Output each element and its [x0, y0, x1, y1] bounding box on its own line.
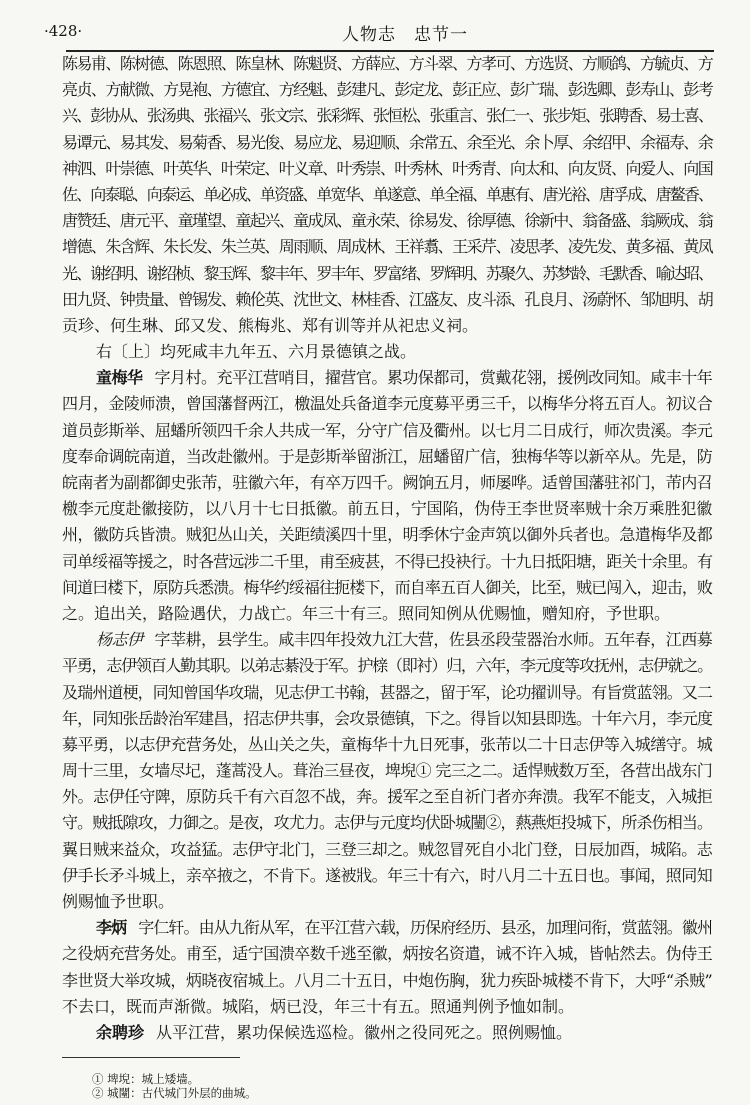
text-line [62, 182, 712, 208]
text-line [62, 234, 712, 260]
text-line [62, 575, 712, 601]
paragraph [62, 627, 712, 915]
text-line [62, 130, 712, 156]
text-line [62, 261, 712, 287]
person-name: 余聘珍 [96, 1022, 145, 1042]
line-text: 易谭元、易其发、易菊香、易光俊、易应龙、易迎顺、余常五、余至光、余卜厚、余绍甲、余福寿、余 [62, 132, 712, 152]
page-number: ·428· [44, 22, 83, 40]
line-text: 增德、朱含辉、朱长发、朱兰英、周雨顺、周成林、王祥翥、王采芹、凌思孝、凌先发、黄多福、黄凤 [62, 237, 712, 257]
text-line [62, 941, 712, 967]
text-line [62, 470, 712, 496]
line-text: 字仁轩。由从九衔从军，在平江营六载，历保府经历、县丞，加理问衔，赏蓝翎。徽州 [138, 918, 712, 938]
text-line [62, 51, 712, 77]
text-line [62, 522, 712, 548]
line-text: 及瑞州道梗，同知曾国华攻瑞，见志伊工书翰，甚器之，留于军，论功擢训导。有旨赏蓝翎。又二 [62, 682, 712, 702]
line-text: 不去口，既而声渐微。城陷，炳已没，年三十有五。照通判例予恤如制。 [62, 996, 575, 1016]
text-line [62, 156, 712, 182]
text-line [62, 758, 712, 784]
line-text: 神泗、叶崇德、叶英华、叶荣定、叶义章、叶秀崇、叶秀林、叶秀青、向太和、向友贤、向爱人、向国 [62, 158, 712, 178]
text-line [62, 653, 712, 679]
line-text: 募平勇，以志伊充营务处，丛山关之失，童梅华十九日死事，张芾以二十日志伊等入城缮守。城 [62, 734, 712, 754]
text-line [62, 1020, 712, 1046]
text-line [62, 77, 712, 103]
line-text: 间道曰楼下，原防兵悉溃。梅华约绥福往扼楼下，而自率五百人御关，比至，贼已闯入，迎击，败 [62, 577, 712, 597]
text-line [62, 339, 712, 365]
line-text: 唐赞廷、唐元平、童瑾望、童起兴、童成凤、童永荣、徐易发、徐厚德、徐新中、翁备盛、翁厥成、翁 [62, 211, 712, 231]
text-line [62, 103, 712, 129]
line-text: 之。追出关，路险遇伏，力战亡。年三十有三。照同知例从优赐恤，赠知府，予世职。 [62, 603, 671, 623]
line-text: 州，徽防兵皆溃。贼犯丛山关，关距绩溪四十里，明季休宁金声筑以御外兵者也。急遣梅华及都 [62, 525, 712, 545]
line-text: 佐、向泰聪、向泰运、单必成、单资盛、单宽华、单遂意、单全福、单惠有、唐光裕、唐孚成、唐鳌香、 [62, 184, 712, 204]
text-line [62, 601, 712, 627]
person-name: 杨志伊 [96, 630, 143, 650]
line-text: 外。志伊任守陴，原防兵千有六百忽不战，奔。援军之至自祈门者亦奔溃。我军不能支，入城拒 [62, 787, 712, 807]
line-text: 平勇，志伊领百人勤其职。以弟志綦没于军。护榇（即衬）归，六年，李元度等攻抚州，志伊就之。 [62, 656, 712, 676]
line-text: 光、谢绍明、谢绍桢、黎玉辉、黎丰年、罗丰年、罗富绪、罗辉明、苏聚久、苏梦龄、毛默香、喻达昭、 [62, 263, 712, 283]
line-text: 字莘耕，县学生。咸丰四年投效九江大营，佐县丞段莹器治水师。五年春，江西募 [154, 630, 712, 650]
line-text: 年，同知张岳龄治军建昌，招志伊共事，会攻景德镇，下之。得旨以知县即选。十年六月，李元度 [62, 708, 712, 728]
line-text: 右〔上〕均死咸丰九年五、六月景德镇之战。 [96, 342, 417, 362]
line-text: 四月，金陵师溃，曾国藩督两江，檄温处兵备道李元度募平勇三千，以梅华分将五百人。初议合 [62, 394, 712, 414]
line-text: 度奉命调皖南道，当改赴徽州。于是彭斯举留浙江，屈蟠留广信，独梅华等以新卒从。先是，防 [62, 446, 712, 466]
text-line [62, 418, 712, 444]
line-text: 之役炳充营务处。甫至，适宁国溃卒数千逃至徽，炳按名资遣，诫不许入城，皆帖然去。伪侍王 [62, 944, 712, 964]
text-line [62, 968, 712, 994]
paragraph [62, 915, 712, 1020]
line-text: 字月村。充平江营哨目，擢营官。累功保都司，赏戴花翎，援例改同知。咸丰十年 [154, 368, 712, 388]
person-name: 李炳 [96, 918, 127, 938]
text-line [62, 444, 712, 470]
text-line [62, 287, 712, 313]
paragraph [62, 1020, 712, 1046]
person-name: 童梅华 [96, 368, 143, 388]
line-text: 例赐恤予世职。 [62, 892, 175, 911]
text-line [62, 549, 712, 575]
paragraph [62, 51, 712, 339]
line-text: 翼日贼来益众，攻益猛。志伊守北门，三登三却之。贼忽冒死自小北门登，日辰加酉，城陷。志 [62, 839, 712, 859]
running-header-title: 人物志 忠节一 [342, 25, 468, 45]
line-text: 伊手长矛斗城上，亲卒掖之，不肯下。遂被戕。年三十有六，时八月二十五日也。事闻，照同知 [62, 865, 712, 885]
text-line [62, 732, 712, 758]
footnote-2: ② 城闉：古代城门外层的曲城。 [92, 1086, 257, 1100]
text-line [62, 365, 712, 391]
paragraph [62, 365, 712, 627]
line-text: 道员彭斯举、屈蟠所领四千余人共成一军，分守广信及衢州。以七月二日成行，师次贵溪。李元 [62, 420, 712, 440]
line-text: 周十三里，女墙尽圮，蓬蒿没人。葺治三昼夜，埤堄① 完三之二。适悍贼数万至，各营出战东门 [62, 761, 712, 781]
line-text: 司单绥福等援之，时各营远涉二千里，甫至疲甚，不得已投袂行。十九日抵阳塘，距关十余里。有 [62, 551, 712, 571]
line-text: 皖南者为副都御史张芾，驻徽六年，有卒万四千。阙饷五月，师屡哗。适曾国藩驻祁门，芾内召 [62, 473, 712, 492]
line-text: 守。贼抵隙攻，力御之。是夜，攻尤力。志伊与元度均伏卧城闉②，爇燕炬投城下，所杀伤相当。 [62, 813, 712, 833]
text-line [62, 208, 712, 234]
line-text: 田九贤、钟贵量、曾锡发、赖伦英、沈世文、林桂香、江盛友、皮斗添、孔良月、汤蔚怀、邹旭明、胡 [62, 289, 712, 309]
text-line [62, 889, 712, 915]
text-line [62, 863, 712, 889]
text-line [62, 994, 712, 1020]
paragraph [62, 339, 712, 365]
line-text: 檄李元度赴徽接防，以八月十七日抵徽。前五日，宁国陷，伪侍王李世贤率贼十余万乘胜犯徽 [62, 499, 712, 519]
line-text: 李世贤大举攻城，炳晓夜宿城上。八月二十五日，中炮伤胸，犹力疾卧城楼不肯下，大呼“杀贼” [62, 970, 712, 990]
text-line [62, 784, 712, 810]
line-text: 陈易甫、陈树德、陈恩照、陈皇林、陈魁贤、方薛应、方斗翠、方孝可、方选贤、方顺鸽、方毓贞、方 [62, 54, 712, 73]
line-text: 兴、彭协从、张汤典、张福兴、张文宗、张彩辉、张恒松、张重言、张仁一、张步矩、张聘香、易士喜、 [62, 106, 712, 126]
text-line [62, 706, 712, 732]
line-text: 亮贞、方献微、方晃袍、方德宜、方经魁、彭建凡、彭定龙、彭正应、彭广瑞、彭选卿、彭寿山、彭考 [62, 80, 712, 100]
text-line [62, 680, 712, 706]
text-line [62, 313, 712, 339]
line-text: 贡珍、何生琳、邱又发、熊梅兆、郑有训等并从祀忠义祠。 [62, 315, 479, 335]
text-line [62, 627, 712, 653]
text-line [62, 391, 712, 417]
line-text: 从平江营，累功保候选巡检。徽州之役同死之。照例赐恤。 [156, 1022, 573, 1042]
text-line [62, 837, 712, 863]
text-line [62, 810, 712, 836]
footnote-1: ① 埤堄：城上矮墙。 [92, 1072, 200, 1086]
text-line [62, 915, 712, 941]
footnote-rule [62, 1057, 240, 1058]
body-text [62, 51, 712, 1046]
text-line [62, 496, 712, 522]
